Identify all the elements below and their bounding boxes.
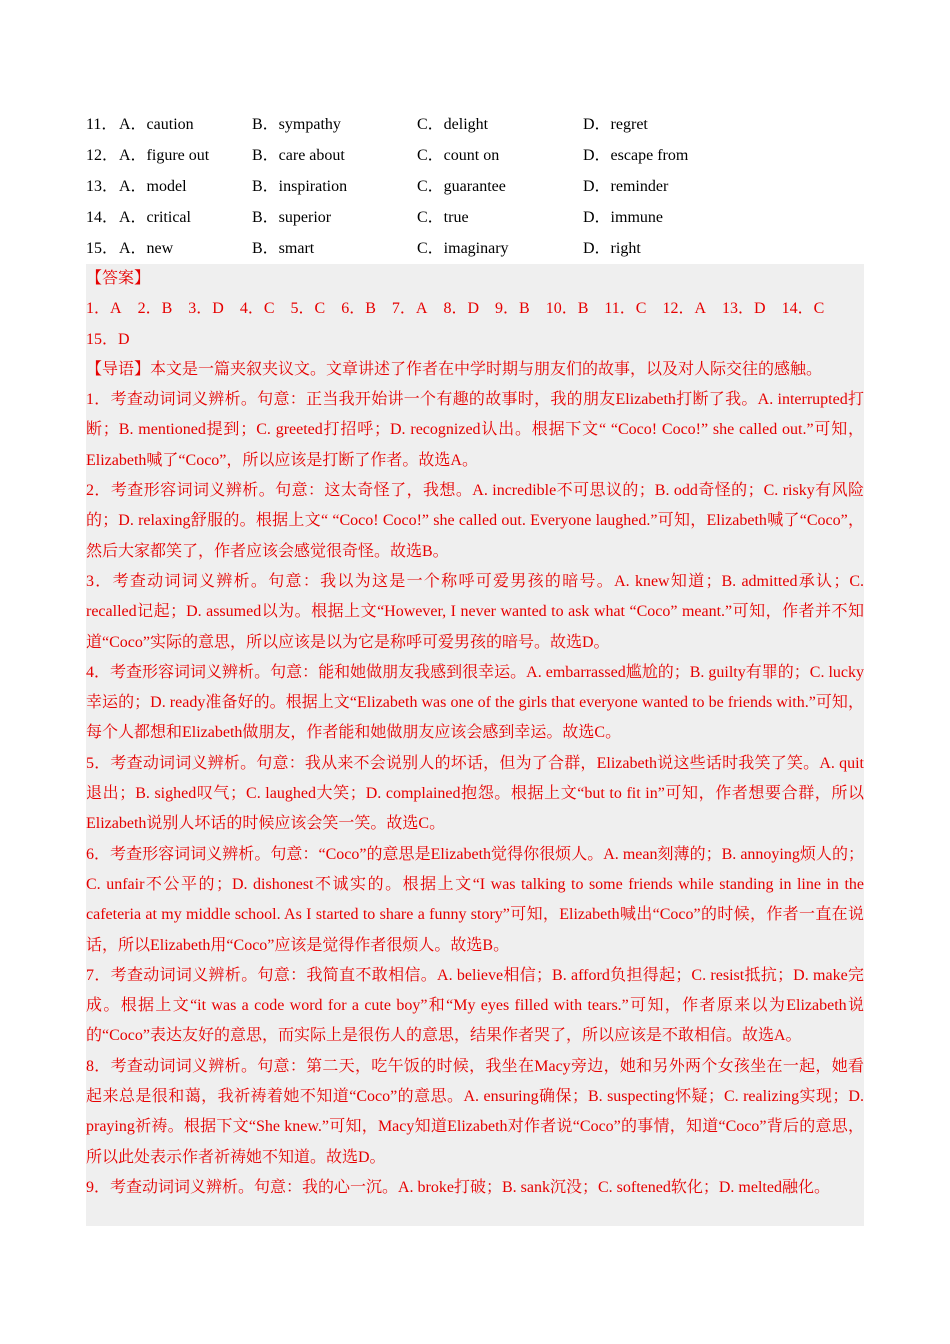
option-c: C．guarantee: [417, 178, 506, 195]
option-a: A．model: [119, 178, 187, 195]
explanation-9: 9．考查动词词义辨析。句意：我的心一沉。A. broke打破；B. sank沉没；C. softened软化；D. melted融化。: [86, 1178, 830, 1196]
option-a: A．critical: [119, 209, 191, 226]
option-row: [86, 202, 866, 233]
answer-keys: [86, 294, 864, 324]
explanation-2: 2．考查形容词词义辨析。句意：这太奇怪了，我想。A. incredible不可思议的；B. odd奇怪的；C. risky有风险的；D. relaxing舒服的。根据上文“ “Coco! Coco!” she called out. Everyone laughed.”可知，Elizabeth喊了“Coco”，然后大家都笑了，作者应该会感觉很奇怪。故选B。: [86, 482, 864, 560]
explanation-7: 7．考查动词词义辨析。句意：我简直不敢相信。A. believe相信；B. afford负担得起；C. resist抵抗；D. make完成。根据上文“it was a code word for a cute boy”和“My eyes filled with tears.”可知，作者原来以为Elizabeth说的“Coco”表达友好的意思，而实际上是很伤人的意思，结果作者哭了，所以应该是不敢相信。故选A。: [86, 966, 864, 1045]
option-c: C．imaginary: [417, 240, 509, 257]
option-c: C．count on: [417, 147, 500, 164]
answer-key: 12．A: [662, 300, 707, 318]
option-a: A．caution: [119, 116, 194, 133]
explanation-3: 3．考查动词词义辨析。句意：我以为这是一个称呼可爱男孩的暗号。A. knew知道；B. admitted承认；C. recalled记起；D. assumed以为。根据上文“However, I never wanted to ask what “Coco” meant.”可知，作者并不知道“Coco”实际的意思，所以应该是以为它是称呼可爱男孩的暗号。故选D。: [86, 572, 864, 651]
option-d: D．reminder: [583, 178, 669, 195]
answer-key: 7．A: [391, 300, 428, 318]
question-number: 15．: [86, 240, 119, 257]
answer-key: 6．B: [341, 300, 376, 318]
answer-key: 9．B: [495, 300, 530, 318]
explanation-5: 5．考查动词词义辨析。句意：我从来不会说别人的坏话，但为了合群，Elizabeth说这些话时我笑了笑。A. quit退出；B. sighed叹气；C. laughed大笑；D. complained抱怨。根据上文“but to fit in”可知，作者想要合群，所以Elizabeth说别人坏话的时候应该会笑一笑。故选C。: [86, 754, 864, 833]
option-row: [86, 109, 866, 140]
option-b: B．smart: [252, 240, 315, 257]
answer-heading: 【答案】: [86, 270, 151, 287]
explanation-6: 6．考查形容词词义辨析。句意：“Coco”的意思是Elizabeth觉得你很烦人。A. mean刻薄的；B. annoying烦人的；C. unfair不公平的；D. dishonest不诚实的。根据上文“I was talking to some friends while standing in line in the cafeteria at my middle school. As I started to share a funny story”可知，Elizabeth喊出“Coco”的时候，作者一直在说话，所以Elizabeth用“Coco”应该是觉得作者很烦人。故选B。: [86, 845, 864, 954]
option-row: [86, 140, 866, 171]
option-c: C．delight: [417, 116, 489, 133]
explanation-8: 8．考查动词词义辨析。句意：第二天，吃午饭的时候，我坐在Macy旁边，她和另外两个女孩坐在一起，她看起来总是很和蔼，我祈祷着她不知道“Coco”的意思。A. ensuring确保；B. suspecting怀疑；C. realizing实现；D. praying祈祷。根据下文“She knew.”可知，Macy知道Elizabeth对作者说“Coco”的事情，知道“Coco”背后的意思，所以此处表示作者祈祷她不知道。故选D。: [86, 1057, 864, 1166]
answer-key-last: 15．D: [86, 330, 130, 348]
question-number: 12．: [86, 147, 119, 164]
explanation-4: 4．考查形容词词义辨析。句意：能和她做朋友我感到很幸运。A. embarrassed尴尬的；B. guilty有罪的；C. lucky幸运的；D. ready准备好的。根据上文“Elizabeth was one of the girls that everyone wanted to be friends with.”可知，每个人都想和Elizabeth做朋友，作者能和她做朋友应该会感到幸运。故选C。: [86, 663, 864, 742]
guide-text: 【导语】本文是一篇夹叙夹议文。文章讲述了作者在中学时期与朋友们的故事，以及对人际交往的感触。: [86, 360, 823, 378]
option-d: D．immune: [583, 209, 663, 226]
option-a: A．figure out: [119, 147, 210, 164]
answer-key: 11．C: [604, 300, 647, 318]
question-number: 13．: [86, 178, 119, 195]
option-a: A．new: [119, 240, 174, 257]
answer-key: 10．B: [545, 300, 589, 318]
option-b: B．sympathy: [252, 116, 341, 133]
answer-key: 1．A: [86, 300, 122, 318]
answer-key: 2．B: [137, 300, 173, 318]
answer-section: [86, 264, 864, 1226]
options-list: [86, 109, 866, 264]
option-c: C．true: [417, 209, 469, 226]
answer-key: 13．D: [722, 300, 766, 318]
option-d: D．regret: [583, 116, 648, 133]
option-d: D．right: [583, 240, 641, 257]
option-b: B．inspiration: [252, 178, 348, 195]
option-d: D．escape from: [583, 147, 689, 164]
answer-key: 14．C: [781, 300, 825, 318]
option-b: B．care about: [252, 147, 345, 164]
option-row: [86, 171, 866, 202]
answer-key: 8．D: [443, 300, 479, 318]
question-number: 11．: [86, 116, 118, 133]
question-number: 14．: [86, 209, 119, 226]
explanation-1: 1．考查动词词义辨析。句意：正当我开始讲一个有趣的故事时，我的朋友Elizabeth打断了我。A. interrupted打断；B. mentioned提到；C. greeted打招呼；D. recognized认出。根据下文“ “Coco! Coco!” she called out.”可知，Elizabeth喊了“Coco”，所以应该是打断了作者。故选A。: [86, 391, 864, 469]
answer-key: 5．C: [290, 300, 326, 318]
answer-key: 4．C: [239, 300, 275, 318]
option-b: B．superior: [252, 209, 332, 226]
option-row: [86, 233, 866, 264]
answer-key: 3．D: [188, 300, 224, 318]
